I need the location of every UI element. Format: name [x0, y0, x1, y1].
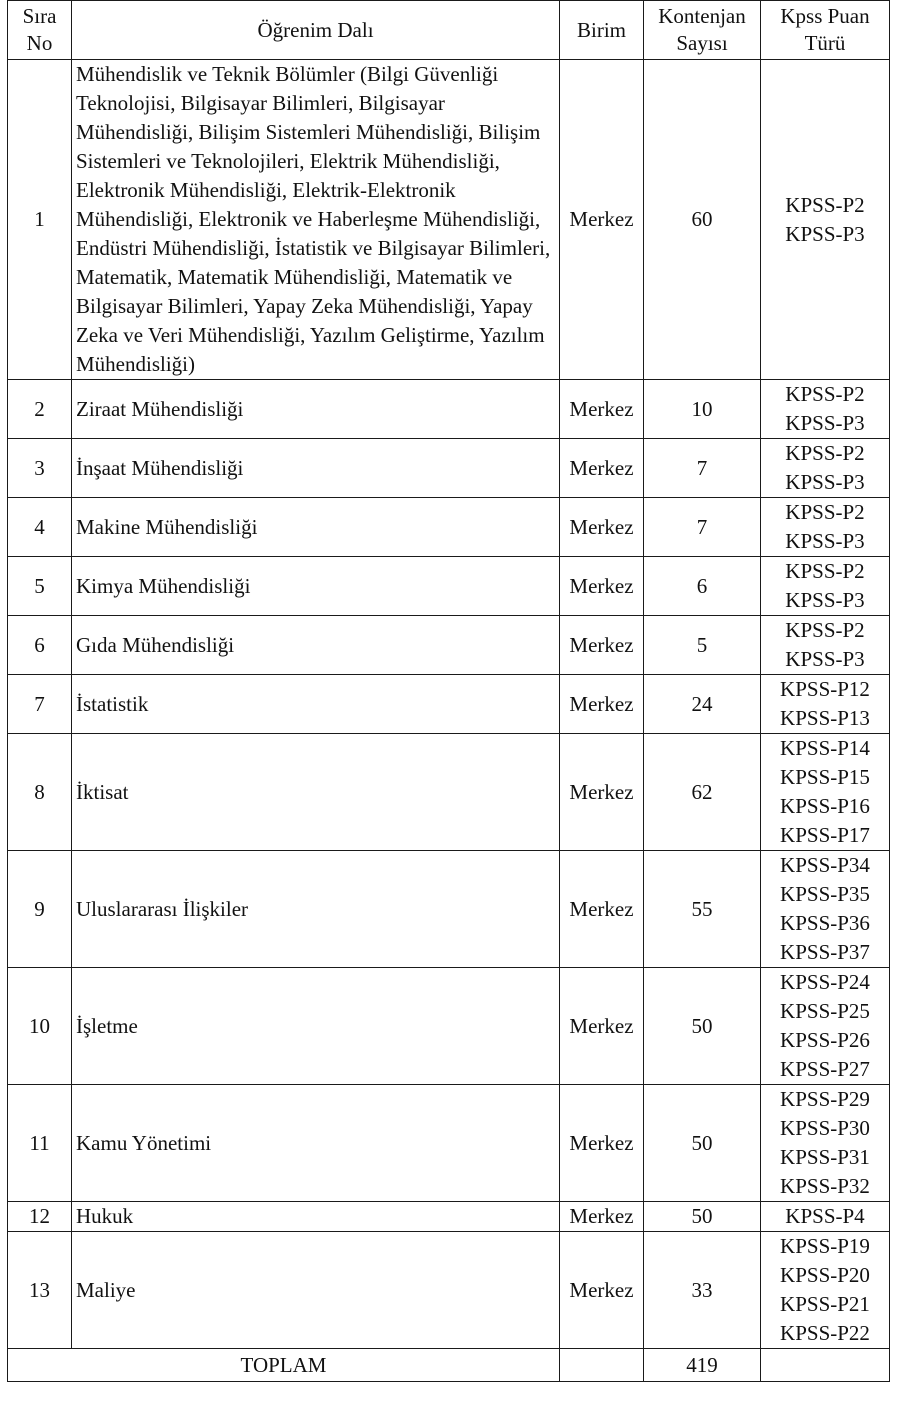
table-body — [8, 60, 890, 1349]
row-score-types — [761, 439, 890, 498]
row-quota: 24 — [644, 675, 761, 734]
row-quota: 62 — [644, 734, 761, 851]
row-score-types — [761, 1202, 890, 1232]
row-unit: Merkez — [560, 616, 644, 675]
score-type-code: KPSS-P34 — [780, 853, 870, 877]
row-department: Kimya Mühendisliği — [72, 557, 560, 616]
row-unit: Merkez — [560, 968, 644, 1085]
score-type-code: KPSS-P2 — [785, 559, 865, 583]
row-department: Uluslararası İlişkiler — [72, 851, 560, 968]
row-department: Maliye — [72, 1232, 560, 1349]
table-row — [8, 675, 890, 734]
row-department: Kamu Yönetimi — [72, 1085, 560, 1202]
row-department: Ziraat Mühendisliği — [72, 380, 560, 439]
score-type-code: KPSS-P26 — [780, 1028, 870, 1052]
row-quota: 5 — [644, 616, 761, 675]
table-row — [8, 557, 890, 616]
row-number: 3 — [8, 439, 72, 498]
row-number: 2 — [8, 380, 72, 439]
score-type-code: KPSS-P31 — [780, 1145, 870, 1169]
score-type-code: KPSS-P17 — [780, 823, 870, 847]
table-row — [8, 1232, 890, 1349]
row-number: 11 — [8, 1085, 72, 1202]
row-score-types — [761, 1085, 890, 1202]
table-row — [8, 1085, 890, 1202]
header-dept: Öğrenim Dalı — [72, 1, 560, 60]
row-number: 7 — [8, 675, 72, 734]
row-number: 5 — [8, 557, 72, 616]
row-unit: Merkez — [560, 734, 644, 851]
row-department: Hukuk — [72, 1202, 560, 1232]
row-score-types — [761, 498, 890, 557]
header-score-type: Kpss Puan Türü — [761, 1, 890, 60]
score-type-code: KPSS-P37 — [780, 940, 870, 964]
score-type-code: KPSS-P14 — [780, 736, 870, 760]
row-quota: 60 — [644, 60, 761, 380]
score-type-code: KPSS-P27 — [780, 1057, 870, 1081]
header-quota: Kontenjan Sayısı — [644, 1, 761, 60]
row-number: 8 — [8, 734, 72, 851]
row-quota: 7 — [644, 498, 761, 557]
score-type-code: KPSS-P15 — [780, 765, 870, 789]
score-type-code: KPSS-P3 — [785, 647, 865, 671]
row-unit: Merkez — [560, 1085, 644, 1202]
score-type-code: KPSS-P16 — [780, 794, 870, 818]
score-type-code: KPSS-P2 — [785, 192, 865, 217]
total-value: 419 — [644, 1349, 761, 1382]
score-type-code: KPSS-P3 — [785, 529, 865, 553]
score-type-code: KPSS-P20 — [780, 1263, 870, 1287]
total-empty-cell — [761, 1349, 890, 1382]
total-row — [8, 1349, 890, 1382]
row-quota: 33 — [644, 1232, 761, 1349]
table-row — [8, 616, 890, 675]
score-type-code: KPSS-P2 — [785, 618, 865, 642]
row-score-types — [761, 60, 890, 380]
row-unit: Merkez — [560, 557, 644, 616]
row-quota: 50 — [644, 968, 761, 1085]
row-score-types — [761, 380, 890, 439]
row-number: 6 — [8, 616, 72, 675]
row-score-types — [761, 616, 890, 675]
row-number: 12 — [8, 1202, 72, 1232]
row-quota: 10 — [644, 380, 761, 439]
row-department: Makine Mühendisliği — [72, 498, 560, 557]
row-unit: Merkez — [560, 1232, 644, 1349]
table-row — [8, 498, 890, 557]
row-score-types — [761, 851, 890, 968]
score-type-code: KPSS-P13 — [780, 706, 870, 730]
row-quota: 6 — [644, 557, 761, 616]
row-score-types — [761, 675, 890, 734]
row-score-types — [761, 557, 890, 616]
row-number: 10 — [8, 968, 72, 1085]
header-no: Sıra No — [8, 1, 72, 60]
score-type-code: KPSS-P25 — [780, 999, 870, 1023]
score-type-code: KPSS-P24 — [780, 970, 870, 994]
row-quota: 50 — [644, 1085, 761, 1202]
row-number: 1 — [8, 60, 72, 380]
row-unit: Merkez — [560, 1202, 644, 1232]
table-row — [8, 439, 890, 498]
score-type-code: KPSS-P2 — [785, 500, 865, 524]
score-type-code: KPSS-P35 — [780, 882, 870, 906]
row-quota: 7 — [644, 439, 761, 498]
row-unit: Merkez — [560, 439, 644, 498]
row-department: Mühendislik ve Teknik Bölümler (Bilgi Güvenliği Teknolojisi, Bilgisayar Bilimleri, Bilgisayar Mühendisliği, Bilişim Sistemleri Mühendisliği, Bilişim Sistemleri ve Teknolojileri, Elektrik Mühendisliği, Elektronik Mühendisliği, Elektrik-Elektronik Mühendisliği, Elektronik ve Haberleşme Mühendisliği, Endüstri Mühendisliği, İstatistik ve Bilgisayar Bilimleri, Matematik, Matematik Mühendisliği, Matematik ve Bilgisayar Bilimleri, Yapay Zeka Mühendisliği, Yapay Zeka ve Veri Mühendisliği, Yazılım Geliştirme, Yazılım Mühendisliği) — [72, 60, 560, 380]
score-type-code: KPSS-P3 — [785, 588, 865, 612]
score-type-code: KPSS-P3 — [785, 411, 865, 435]
table-row — [8, 60, 890, 380]
table-row — [8, 380, 890, 439]
score-type-code: KPSS-P3 — [785, 470, 865, 494]
row-score-types — [761, 734, 890, 851]
row-number: 4 — [8, 498, 72, 557]
row-unit: Merkez — [560, 380, 644, 439]
quota-table — [7, 0, 890, 1382]
score-type-code: KPSS-P2 — [785, 441, 865, 465]
total-label: TOPLAM — [8, 1349, 560, 1382]
score-type-code: KPSS-P36 — [780, 911, 870, 935]
table-row — [8, 734, 890, 851]
row-number: 13 — [8, 1232, 72, 1349]
row-unit: Merkez — [560, 851, 644, 968]
row-department: İktisat — [72, 734, 560, 851]
row-unit: Merkez — [560, 498, 644, 557]
row-number: 9 — [8, 851, 72, 968]
row-quota: 55 — [644, 851, 761, 968]
row-department: İstatistik — [72, 675, 560, 734]
row-department: Gıda Mühendisliği — [72, 616, 560, 675]
score-type-code: KPSS-P29 — [780, 1087, 870, 1111]
score-type-code: KPSS-P30 — [780, 1116, 870, 1140]
header-row — [8, 1, 890, 60]
table-row — [8, 851, 890, 968]
row-department: İnşaat Mühendisliği — [72, 439, 560, 498]
row-score-types — [761, 1232, 890, 1349]
score-type-code: KPSS-P21 — [780, 1292, 870, 1316]
total-empty-cell — [560, 1349, 644, 1382]
header-unit: Birim — [560, 1, 644, 60]
row-quota: 50 — [644, 1202, 761, 1232]
row-score-types — [761, 968, 890, 1085]
row-unit: Merkez — [560, 60, 644, 380]
score-type-code: KPSS-P19 — [780, 1234, 870, 1258]
row-unit: Merkez — [560, 675, 644, 734]
score-type-code: KPSS-P32 — [780, 1174, 870, 1198]
row-department: İşletme — [72, 968, 560, 1085]
table-row — [8, 1202, 890, 1232]
score-type-code: KPSS-P12 — [780, 677, 870, 701]
table-row — [8, 968, 890, 1085]
score-type-code: KPSS-P4 — [785, 1204, 865, 1228]
score-type-code: KPSS-P2 — [785, 382, 865, 406]
score-type-code: KPSS-P22 — [780, 1321, 870, 1345]
score-type-code: KPSS-P3 — [785, 221, 865, 246]
